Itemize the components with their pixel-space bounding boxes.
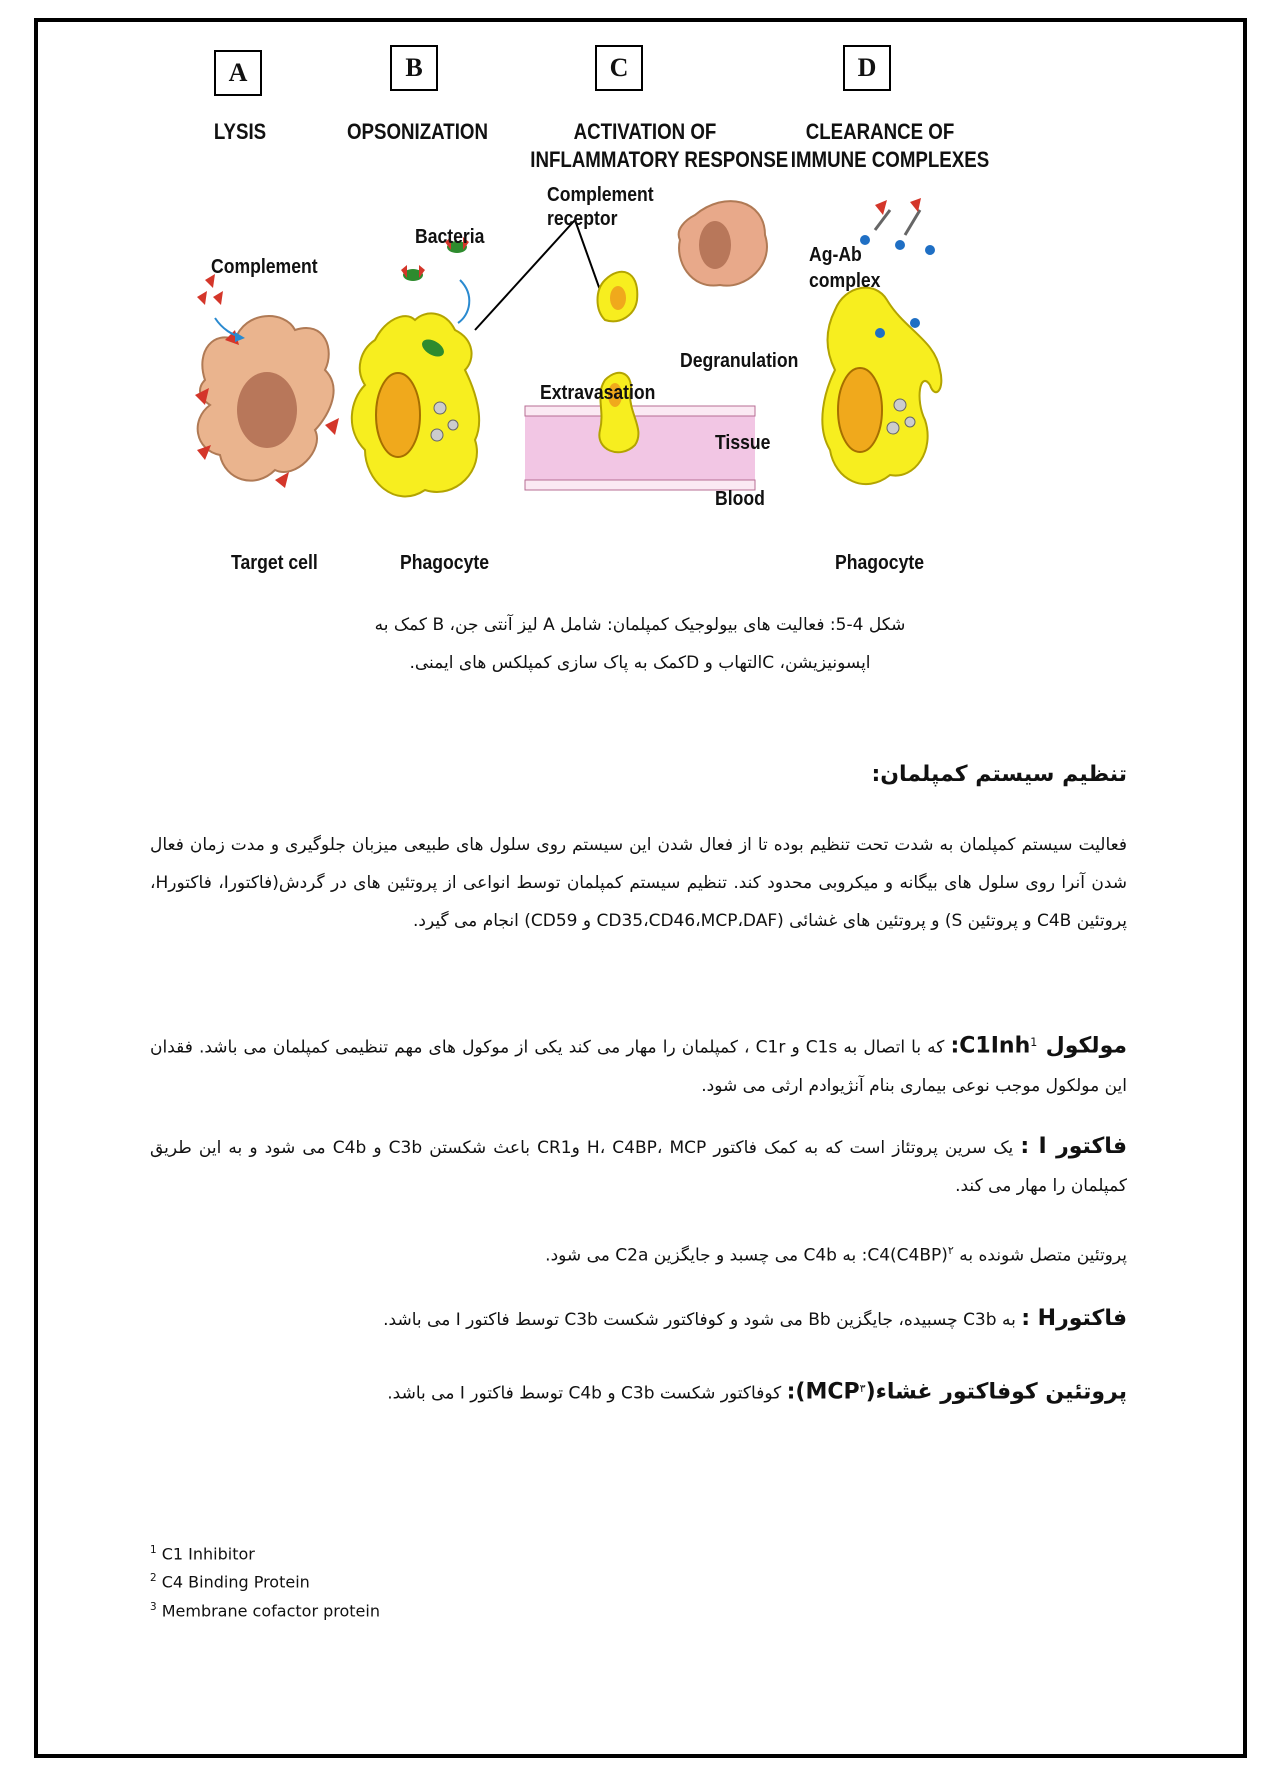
item-mcp-colon: ): (786, 1379, 806, 1405)
item-c1inh (150, 1024, 1127, 1105)
footnote-2 (150, 1566, 380, 1594)
panel-b-letter: B (390, 45, 438, 91)
item-c4bp-rest: : به C4b می چسبد و جایگزین C2a می شود. (545, 1245, 868, 1266)
panel-c-title-line1: ACTIVATION OF (573, 119, 717, 144)
item-factor-h-text: به C3b چسبیده، جایگزین Bb می شود و کوفاکتور شکست C3b توسط فاکتور I می باشد. (383, 1310, 1022, 1330)
item-c1inh-colon: : (950, 1033, 960, 1059)
item-mcp (150, 1370, 1127, 1413)
item-factor-h-term: فاکتورH (1037, 1306, 1127, 1331)
panel-c-title-line2: INFLAMMATORY RESPONSE (530, 147, 789, 172)
label-agab-2: complex (809, 270, 881, 292)
label-phagocyte-b: Phagocyte (400, 552, 490, 574)
panel-c-letter: C (595, 45, 643, 91)
label-bacteria: Bacteria (415, 226, 485, 248)
label-blood: Blood (715, 488, 765, 510)
item-factor-i-term: فاکتور I (1038, 1134, 1127, 1159)
item-c4bp-sup: ۲ (947, 1244, 954, 1257)
item-factor-i-colon: : (1020, 1134, 1039, 1159)
item-c4bp (150, 1232, 1127, 1275)
label-extravasation: Extravasation (540, 382, 656, 404)
item-factor-i-text: یک سرین پروتئاز است که به کمک فاکتور H، C4BP، MCP وCR1 باعث شکستن C3b و C4b می شود و به این طریق کمپلمان را مهار می کند. (150, 1138, 1127, 1196)
complement-activities-figure (175, 40, 1105, 600)
panel-d-title-line1: CLEARANCE OF (805, 119, 955, 144)
intro-paragraph: فعالیت سیستم کمپلمان به شدت تحت تنظیم بوده تا از فعال شدن این سیستم روی سلول های طبیعی میزبان جلوگیری و مدت زمان فعال شدن آنرا روی سلول های بیگانه و میکروبی محدود کند. تنظیم سیستم کمپلمان توسط انواعی از پروتئین های در گردش(فاکتورI، فاکتورH، پروتئین C4B و پروتئین S) و پروتئین های غشائی (CD35،CD46،MCP،DAF و CD59) انجام می گیرد. (150, 835, 1127, 931)
item-c1inh-text: که با اتصال به C1s و C1r ، کمپلمان را مهار می کند یکی از موکول های مهم تنظیمی کمپلمان می باشد. فقدان این مولکول موجب نوعی بیماری بنام آنژیوادم ارثی می شود. (150, 1037, 1127, 1096)
label-phagocyte-d: Phagocyte (835, 552, 925, 574)
footnote-2-text: C4 Binding Protein (156, 1572, 310, 1592)
label-complement: Complement (211, 256, 318, 278)
panel-b-phagocyte (352, 237, 479, 496)
caption-line-1: شکل 4-5: فعالیت های بیولوجیک کمپلمان: شامل A لیز آنتی جن، B کمک به (374, 615, 906, 635)
item-factor-h (150, 1300, 1127, 1339)
item-mcp-sup: ۳ (859, 1382, 866, 1395)
item-c1inh-term: مولکول C1Inh (959, 1033, 1127, 1059)
item-mcp-text: کوفاکتور شکست C3b و C4b توسط فاکتور I می باشد. (387, 1383, 787, 1404)
item-c1inh-sup: 1 (1030, 1036, 1038, 1049)
footnote-1-num: 1 (150, 1544, 157, 1556)
panel-d-title-line2: IMMUNE COMPLEXES (790, 147, 990, 172)
label-agab-1: Ag-Ab (809, 244, 862, 266)
label-tissue: Tissue (715, 432, 771, 454)
item-factor-i (150, 1128, 1127, 1205)
item-factor-h-colon: : (1021, 1306, 1038, 1331)
label-complement-receptor-2: receptor (547, 208, 618, 230)
label-degranulation: Degranulation (680, 350, 799, 372)
caption-line-2: اپسونیزیشن، Cالتهاب و Dکمک به پاک سازی کمپلکس های ایمنی. (409, 653, 871, 673)
footnote-3-text: Membrane cofactor protein (156, 1600, 380, 1620)
panel-a-title: LYSIS (213, 119, 267, 144)
panel-b-title: OPSONIZATION (347, 119, 488, 144)
panel-a-target-cell (195, 274, 339, 488)
figure-caption (200, 606, 1080, 682)
panel-d-phagocyte (822, 198, 941, 484)
footnotes (150, 1538, 380, 1623)
footnote-3 (150, 1595, 380, 1623)
footnote-1 (150, 1538, 380, 1566)
label-target-cell: Target cell (231, 552, 318, 574)
section-heading: تنظیم سیستم کمپلمان: (871, 762, 1127, 787)
footnote-2-num: 2 (150, 1572, 157, 1585)
label-complement-receptor-1: Complement (547, 184, 654, 206)
footnote-3-num: 3 (150, 1600, 157, 1613)
panel-a-letter: A (214, 50, 262, 96)
item-c4bp-text: پروتئین متصل شونده به C4(C4BP) (867, 1245, 1127, 1266)
panel-d-letter: D (843, 45, 891, 91)
footnote-1-text: C1 Inhibitor (156, 1544, 255, 1564)
item-mcp-term: پروتئین کوفاکتور غشاء(MCP (805, 1379, 1127, 1405)
